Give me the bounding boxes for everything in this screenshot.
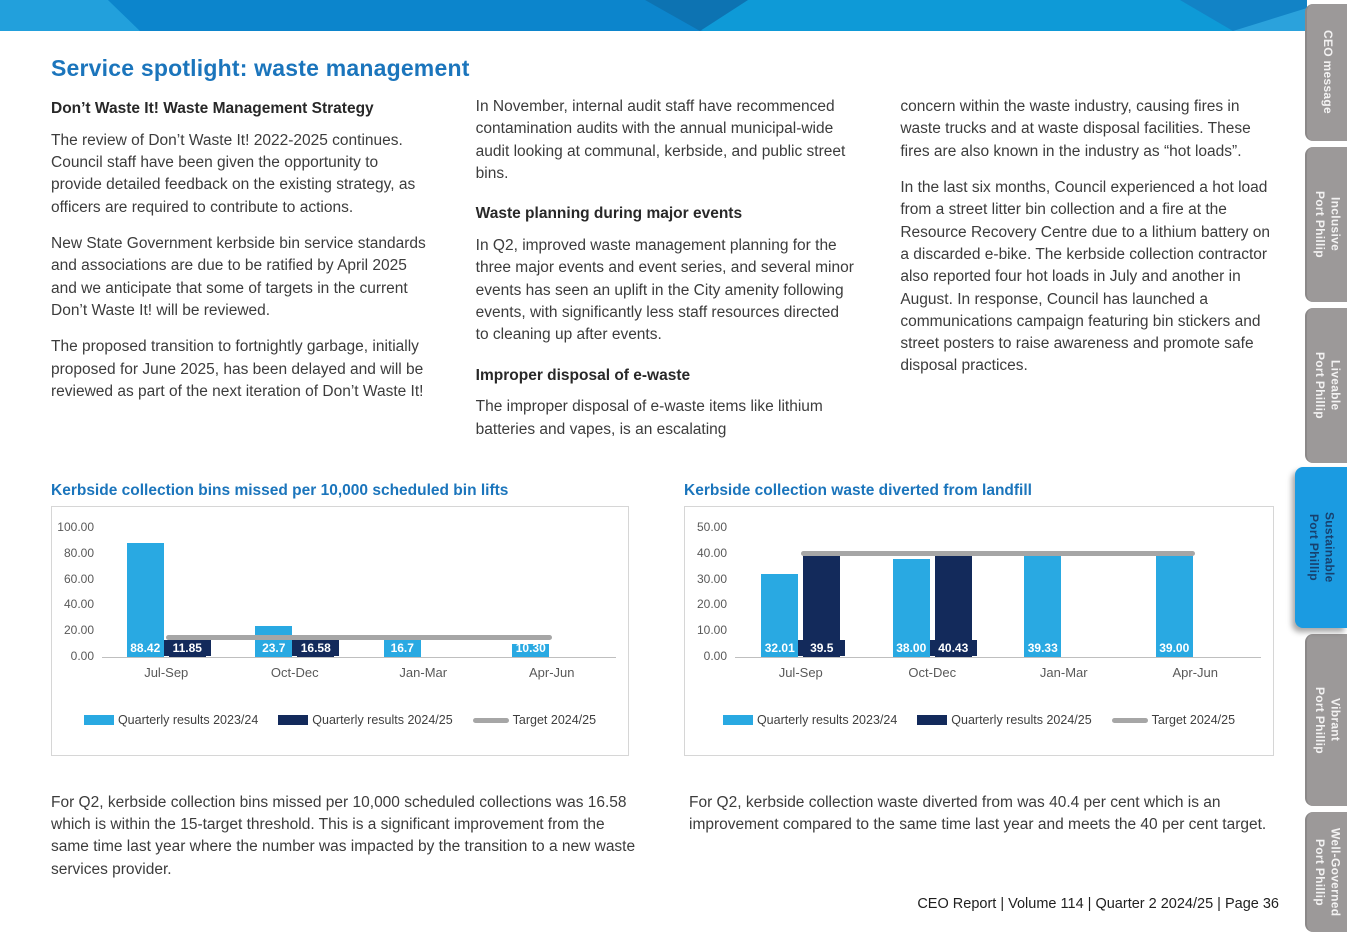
chart-legend xyxy=(685,685,1273,755)
bar-value-label: 38.00 xyxy=(896,641,927,655)
charts-row xyxy=(51,482,1274,756)
section-tabs-sidebar xyxy=(1287,0,1347,941)
legend-item xyxy=(473,713,596,727)
bar-value-label: 11.85 xyxy=(164,640,211,656)
text-column-2 xyxy=(476,96,855,455)
text-columns xyxy=(51,96,1279,455)
chart-caption-bins-missed: For Q2, kerbside collection bins missed per 10,000 scheduled collections was 16.58 which is within the 15-target threshold. This is a significant improvement from the same time last year where the number was impacted by the transition to a new waste services provider. xyxy=(51,793,636,878)
y-axis-tick: 30.00 xyxy=(696,571,727,586)
x-category-label: Jan-Mar xyxy=(1039,665,1088,680)
y-axis-tick: 0.00 xyxy=(703,649,727,663)
legend-swatch xyxy=(84,715,114,725)
sidebar-tab-ceo-message[interactable] xyxy=(1305,4,1347,141)
section-heading: Improper disposal of e-waste xyxy=(475,366,691,384)
y-axis-tick: 20.00 xyxy=(696,597,727,612)
target-line xyxy=(801,551,1196,556)
sidebar-tab-label xyxy=(1319,30,1335,114)
page-title: Service spotlight: waste management xyxy=(51,55,470,81)
y-axis-tick: 80.00 xyxy=(63,545,94,560)
sidebar-tab-label-line: Vibrant xyxy=(1328,698,1343,742)
y-axis-tick: 10.00 xyxy=(696,623,727,638)
paragraph: The review of Don’t Waste It! 2022-2025 continues. Council staff have been given the opportunity to provide detailed feedback on the existing strategy, as officers are required to contribute to actions. xyxy=(51,131,416,216)
paragraph: In the last six months, Council experienced a hot load from a street litter bin collection and a fire at the Resource Recovery Centre due to a lithium battery on a discarded e-bike. The kerbside collection contractor also reported four hot loads in July and another in August. In response, Council has launched a communications campaign featuring bin stickers and street posters to raise awareness and promote safe disposal practices. xyxy=(900,178,1270,375)
sidebar-tab-well-governed-port-phillip[interactable] xyxy=(1305,812,1347,932)
page-footer: CEO Report | Volume 114 | Quarter 2 2024/25 | Page 36 xyxy=(917,896,1279,912)
sidebar-tab-liveable-port-phillip[interactable] xyxy=(1305,308,1347,463)
bar-value-label: 32.01 xyxy=(764,641,795,655)
paragraph: concern within the waste industry, causing fires in waste trucks and at waste disposal facilities. These fires are also known in the industry as “hot loads”. xyxy=(900,98,1251,160)
bar-value-label: 88.42 xyxy=(130,641,161,655)
sidebar-tab-label-line: Port Phillip xyxy=(1313,838,1327,906)
sidebar-tab-label-line: Port Phillip xyxy=(1313,686,1327,754)
legend-target-swatch xyxy=(1112,718,1148,723)
captions-row xyxy=(51,776,1279,897)
section-heading: Don’t Waste It! Waste Management Strategy xyxy=(51,100,374,117)
sidebar-tab-label-line: Well-Governed xyxy=(1328,827,1343,917)
section-heading: Waste planning during major events xyxy=(475,205,743,223)
bar-value-label: 23.7 xyxy=(262,641,286,655)
legend-label: Quarterly results 2023/24 xyxy=(756,713,898,727)
x-axis-line xyxy=(735,657,1261,658)
sidebar-tab-label-line: Port Phillip xyxy=(1307,514,1321,581)
sidebar-tab-label-line: Port Phillip xyxy=(1313,191,1327,258)
text-column-1 xyxy=(51,96,430,455)
legend-label: Target 2024/25 xyxy=(512,713,597,727)
chart-caption-waste-diverted: For Q2, kerbside collection waste diverted from was 40.4 per cent which is an improvement compared to the same time last year and meets the 40 per cent target. xyxy=(689,793,1267,833)
x-category-label: Oct-Dec xyxy=(270,665,319,680)
legend-item xyxy=(917,713,1091,727)
legend-label: Quarterly results 2024/25 xyxy=(312,713,453,727)
x-category-label: Apr-Jun xyxy=(528,665,575,680)
y-axis-tick: 60.00 xyxy=(63,571,94,586)
chart-legend xyxy=(52,685,628,755)
chart-title: Kerbside collection waste diverted from landfill xyxy=(684,482,1032,499)
chart-plot xyxy=(685,507,1273,685)
x-category-label: Jan-Mar xyxy=(399,665,448,680)
x-category-label: Jul-Sep xyxy=(144,665,189,680)
y-axis-tick: 40.00 xyxy=(696,545,727,560)
bar-value-label: 40.43 xyxy=(930,640,977,656)
paragraph: New State Government kerbside bin service standards and associations are due to be ratified by April 2025 and we anticipate that some of targets in the current Don’t Waste It! will be reviewed. xyxy=(51,234,426,319)
sidebar-tab-label-line: Port Phillip xyxy=(1313,352,1327,419)
legend-item xyxy=(1112,713,1235,727)
legend-item xyxy=(723,713,897,727)
bar-value-label: 16.7 xyxy=(390,641,414,655)
chart-bins-missed xyxy=(51,506,629,756)
x-category-label: Apr-Jun xyxy=(1172,665,1219,680)
sidebar-tab-label xyxy=(1311,191,1342,258)
paragraph: In Q2, improved waste management planning for the three major events and event series, and several minor events has seen an uplift in the City amenity following events, with significantly less staff resources directed to cleaning up after events. xyxy=(475,236,854,344)
chart-block-waste-diverted xyxy=(684,482,1274,756)
sidebar-tab-vibrant-port-phillip[interactable] xyxy=(1305,634,1347,806)
legend-item xyxy=(278,713,452,727)
legend-swatch xyxy=(278,715,308,725)
sidebar-tab-label-line: Sustainable xyxy=(1322,512,1337,583)
bar-value-label: 10.30 xyxy=(515,641,546,655)
legend-swatch xyxy=(917,715,947,725)
bar-value-label: 39.33 xyxy=(1027,641,1058,655)
chart-plot xyxy=(52,507,628,685)
legend-label: Quarterly results 2023/24 xyxy=(117,713,259,727)
x-axis-line xyxy=(102,657,616,658)
paragraph: The improper disposal of e-waste items like lithium batteries and vapes, is an escalating xyxy=(475,398,823,438)
legend-label: Target 2024/25 xyxy=(1151,713,1236,727)
y-axis-tick: 0.00 xyxy=(70,649,94,663)
bar-value-label: 39.5 xyxy=(798,640,845,656)
sidebar-tab-label-line: Liveable xyxy=(1328,360,1343,411)
sidebar-tab-label xyxy=(1311,828,1342,916)
chart-block-bins-missed xyxy=(51,482,629,756)
paragraph: In November, internal audit staff have recommenced contamination audits with the annual municipal-wide audit looking at communal, kerbside, and public street bins. xyxy=(475,98,846,182)
x-category-label: Jul-Sep xyxy=(778,665,823,680)
paragraph: The proposed transition to fortnightly garbage, initially proposed for June 2025, has been delayed and will be reviewed as part of the next iteration of Don’t Waste It! xyxy=(51,338,424,400)
chart-waste-diverted xyxy=(684,506,1274,756)
y-axis-tick: 40.00 xyxy=(63,597,94,612)
y-axis-tick: 20.00 xyxy=(63,623,94,638)
bar-value-label: 16.58 xyxy=(292,640,339,656)
x-category-label: Oct-Dec xyxy=(908,665,957,680)
y-axis-tick: 50.00 xyxy=(696,520,727,534)
target-line xyxy=(166,635,552,640)
y-axis-tick: 100.00 xyxy=(57,520,94,534)
legend-target-swatch xyxy=(473,718,509,723)
text-column-3 xyxy=(900,96,1279,455)
legend-label: Quarterly results 2024/25 xyxy=(951,713,1092,727)
sidebar-tab-label xyxy=(1305,512,1336,583)
chart-title: Kerbside collection bins missed per 10,000 scheduled bin lifts xyxy=(51,482,509,499)
legend-item xyxy=(84,713,258,727)
legend-swatch xyxy=(723,715,753,725)
sidebar-tab-label-line: CEO message xyxy=(1320,30,1335,115)
bar-value-label: 39.00 xyxy=(1159,641,1190,655)
sidebar-tab-label xyxy=(1311,687,1342,754)
sidebar-tab-label xyxy=(1311,352,1342,419)
sidebar-tab-label-line: Inclusive xyxy=(1328,197,1343,252)
sidebar-tab-sustainable-port-phillip[interactable] xyxy=(1295,467,1347,628)
sidebar-tab-inclusive-port-phillip[interactable] xyxy=(1305,147,1347,302)
